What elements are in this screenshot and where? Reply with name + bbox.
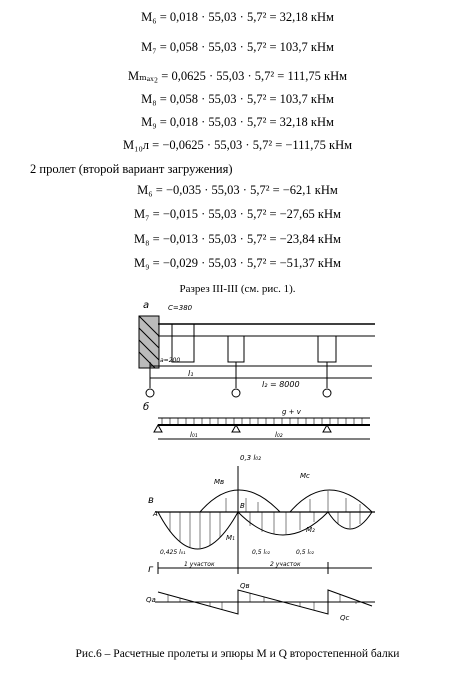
panel-v-moment-diagram <box>148 454 375 566</box>
heading-text: 2 пролет (второй вариант загружения) <box>30 162 233 176</box>
panel-shear-diagram <box>146 582 375 622</box>
span-l01: l₀₁ <box>190 431 198 439</box>
panel-a-section <box>139 300 375 397</box>
main-beam-b <box>228 336 244 362</box>
equation-case2-m7: M₇ = −0,015 · 55,03 · 5,7² = −27,65 кНм <box>134 207 341 221</box>
axis-marker-3 <box>323 389 331 397</box>
label-g: г <box>148 564 154 575</box>
load-arrows <box>162 418 362 424</box>
label-a: а <box>143 300 150 311</box>
section-title: Разрез III-III (см. рис. 1). <box>179 283 296 295</box>
span-l2: l₂ = 8000 <box>262 380 300 389</box>
equation-m7: M₇ = 0,058 · 55,03 · 5,7² = 103,7 кНм <box>141 40 334 54</box>
zone2-label: 2 участок <box>270 561 301 568</box>
moment-curve-negative-c <box>290 490 372 512</box>
support-c-symbol <box>323 425 331 432</box>
support-a-label: A <box>153 510 158 518</box>
label-b: б <box>143 402 150 413</box>
equation-mmax2: Mₘₐₓ₂ = 0,0625 · 55,03 · 5,7² = 111,75 кНм <box>127 69 348 83</box>
figure-caption: Рис.6 – Расчетные пролеты и эпюры M и Q второстепенной балки <box>75 648 400 660</box>
equation-case2-m8: M₈ = −0,013 · 55,03 · 5,7² = −23,84 кНм <box>134 232 341 246</box>
span-l1: l₁ <box>188 369 194 378</box>
panel-b-load-scheme <box>143 401 370 439</box>
beam-diagram <box>0 296 475 636</box>
dim-200: a=200 <box>160 357 181 364</box>
moment-m2-label: M₂ <box>306 526 315 534</box>
shear-qa-label: Qа <box>146 596 156 604</box>
equation-case2-m9: M₉ = −0,029 · 55,03 · 5,7² = −51,37 кНм <box>134 256 341 270</box>
equation-m6: M₆ = 0,018 · 55,03 · 5,7² = 32,18 кНм <box>141 10 334 24</box>
zone1-label: 1 участок <box>184 561 215 568</box>
equation-case2-m6: M₆ = −0,035 · 55,03 · 5,7² = −62,1 кНм <box>137 183 338 197</box>
axis-marker-2 <box>232 389 240 397</box>
dim-03l: 0,3 l₀₂ <box>240 454 261 462</box>
shear-qb-label: Qв <box>240 582 250 590</box>
axis-marker-1 <box>146 389 154 397</box>
wall-hatch <box>139 316 159 368</box>
main-beam-c <box>318 336 336 362</box>
dim-c: C=380 <box>168 304 193 312</box>
moment-m1-label: M₁ <box>226 534 235 542</box>
equation-m10l: M₁₀л = −0,0625 · 55,03 · 5,7² = −111,75 кНм <box>122 138 353 152</box>
support-b-symbol <box>232 425 240 432</box>
loading-case-heading <box>30 162 233 177</box>
equation-m9: M₉ = 0,018 · 55,03 · 5,7² = 32,18 кНм <box>141 115 334 129</box>
shear-qc-label: Qc <box>340 614 350 622</box>
dim-05a: 0,5 l₀₂ <box>252 549 270 556</box>
dim-05b: 0,5 l₀₂ <box>296 549 314 556</box>
panel-g-zones <box>148 561 372 575</box>
equation-m8: M₈ = 0,058 · 55,03 · 5,7² = 103,7 кНм <box>141 92 334 106</box>
support-b-label: B <box>240 502 245 510</box>
support-a-symbol <box>154 425 162 432</box>
label-v: в <box>148 495 154 506</box>
moment-mc-label: Mc <box>300 472 310 480</box>
dim-0425: 0,425 l₀₁ <box>160 549 186 556</box>
moment-mb-label: Mв <box>214 478 225 486</box>
span-l02: l₀₂ <box>275 431 283 439</box>
load-label: g + v <box>282 408 301 416</box>
